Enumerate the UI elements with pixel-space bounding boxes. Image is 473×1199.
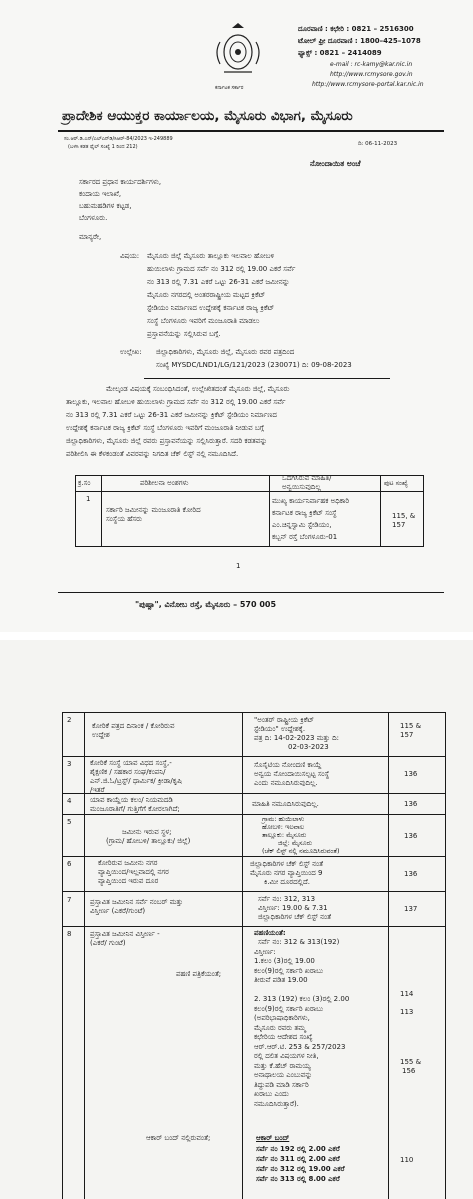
reference-divider [144,378,390,379]
email-address: e-mail : rc-kamy@kar.nic.in [330,61,413,68]
body-line-1: ಮೇಲ್ಕಂಡ ವಿಷಯಕ್ಕೆ ಸಂಬಂಧಿಸಿದಂತೆ, ಉಲ್ಲೇಖಿತದಂತೆ ಮೈಸೂರು ಜಿಲ್ಲೆ, ಮೈಸೂರು [106,385,290,393]
footer-address: "ಪುಷ್ಪಾ", ವಿನೋಬ ರಸ್ತೆ, ಮೈಸೂರು – 570 005 [135,600,277,609]
row4-serial: 4 [67,797,72,805]
body-line-5: ಜಿಲ್ಲಾಧಿಕಾರಿಗಳು, ಮೈಸೂರು ಜಿಲ್ಲೆ ರವರು ಪ್ರಸ್ತಾವನೆಯನ್ನು ಸಲ್ಲಿಸಿರುತ್ತಾರೆ. ಸದರಿ ಕಡತವನ್ನು [66,437,268,445]
row2-item: ಕೋರಿಕೆ ಪತ್ರದ ದಿನಾಂಕ / ಕೋರಿರುವ ಉದ್ದೇಶ [92,722,175,739]
row6-page: 136 [404,870,418,878]
row1-serial: 1 [86,495,91,503]
row5-item: ಜಮೀನು ಇರುವ ಸ್ಥಳ; (ಗ್ರಾಮ/ ಹೋಬಳಿ/ ತಾಲ್ಲೂಕು/ ಜಿಲ್ಲೆ) [106,828,191,845]
pahani-page-1: 114 [400,990,414,998]
row7-info: ಸರ್ವೆ ನಂ: 312, 313 ವಿಸ್ತೀರ್ಣ: 19.00 & 7.31 ಜಿಲ್ಲಾಧಿಕಾರಿಗಳ ಚೆಕ್ ಲಿಸ್ಟ್ ನಂತೆ [258,895,332,921]
salutation: ಮಾನ್ಯರೇ, [79,233,102,241]
reference-line-2: ಸಂಖ್ಯೆ MYSDC/LND1/LG/121/2023 (230071) ದಿ: 09-08-2023 [156,361,352,369]
row3-info: ಸೊಸೈಟಿಯ ನೋಂದಣಿ ಕಾಯ್ದೆ ಅನ್ವಯ ನೋಂದಾಯಿಸಲ್ಪಟ್ಟ ಸಂಸ್ಥೆ ಎಂದು ನಮೂದಿಸಿರುವುದಿಲ್ಲ. [254,761,330,787]
letter-page-2 [0,640,473,1199]
reference-subtext: (ಬಳಸಿ ಕಡತ ಫೈಲ್ ಸಂಖ್ಯೆ 1 ರಿಂದ 212) [68,144,138,150]
row6-item: ಕೋರಿರುವ ಜಮೀನು ನಗರ ವ್ಯಾಪ್ತಿಯಿಂದ/ಇಲ್ಲವಾದಲ್ಲಿ ನಗರ ವ್ಯಾಪ್ತಿಯಿಂದ ಇರುವ ದೂರ [98,859,169,885]
pahani-label: ಪಹಣಿ ಪತ್ರಿಕೆಯಂತೆ; [176,970,222,978]
akar-band-page: 110 [400,1156,414,1164]
row8-item-title: ಪ್ರಸ್ತಾವಿತ ಜಮೀನಿನ ವಿಸ್ತೀರ್ಣ - (ಎಕರೆ/ ಗುಂಟೆ) [90,930,160,947]
subject-label: ವಿಷಯ: [120,252,140,260]
pahani-page-2: 113 [400,1008,414,1016]
page-number: 1 [236,562,241,570]
addressee-line-2: ಕಂದಾಯ ಇಲಾಖೆ, [79,190,122,198]
subject-line-5: ಸ್ಟೇಡಿಯಂ ನಿರ್ಮಾಣದ ಉದ್ದೇಶಕ್ಕೆ ಕರ್ನಾಟಕ ರಾಜ್ಯ ಕ್ರಿಕೆಟ್ [147,304,275,312]
row2-page: 115 & 157 [400,722,422,739]
row7-item: ಪ್ರಸ್ತಾವಿತ ಜಮೀನಿನ ಸರ್ವೆ ನಂಬರ್ ಮತ್ತು ವಿಸ್ತೀರ್ಣ (ಎಕರೆ/ಗುಂಟೆ) [90,898,183,915]
row8-serial: 8 [67,930,72,938]
body-line-2: ತಾಲ್ಲೂಕು, ಇಲವಾಲ ಹೋಬಳಿ ಹುಯಿಲಾಳು ಗ್ರಾಮದ ಸರ್ವೆ ನಂ 312 ರಲ್ಲಿ 19.00 ಎಕರೆ ಸರ್ವೆ [66,398,286,406]
addressee-line-1: ಸರ್ಕಾರದ ಪ್ರಧಾನ ಕಾರ್ಯದರ್ಶಿಗಳು, [79,178,162,186]
reference-label: ಉಲ್ಲೇಖ: [120,348,142,356]
row2-serial: 2 [67,716,72,724]
akar-band-label: ಆಕಾರ್ ಬಂದ್ ನಲ್ಲಿರುವಂತೆ; [146,1134,211,1142]
row5-info: ಗ್ರಾಮ: ಹುಯಿಲಾಳು ಹೋಬಳಿ: ಇಲವಾಲ ತಾಲ್ಲೂಕು: ಮೈಸೂರು ಜಿಲ್ಲೆ: ಮೈಸೂರು (ಚೆಕ್ ಲಿಸ್ಟ್ ನಲ್ಲಿ ನಮೂದಿಸಿರುವಂತೆ) [262,815,340,855]
body-line-4: ಉದ್ದೇಶಕ್ಕೆ ಕರ್ನಾಟಕ ರಾಜ್ಯ ಕ್ರಿಕೆಟ್ ಸಂಸ್ಥೆ ಬೆಂಗಳೂರು ಇವರಿಗೆ ಮಂಜೂರಾತಿ ನೀಡುವ ಬಗ್ಗೆ [66,424,265,432]
letter-date: ದಿ: 06-11-2023 [358,141,398,147]
header-serial: ಕ್ರ.ಸಂ [78,479,91,487]
pahani-details: ಸರ್ವೆ ನಂ: 312 & 313(192) ವಿಸ್ತೀರ್ಣ: 1.ಕಲಂ (3)ರಲ್ಲಿ 19.00 ಕಲಂ(9)ರಲ್ಲಿ ಸರ್ಕಾರಿ ಖರಾಬು ತೀರುವೆ ಪಡಿತ 19.00 2. 313 (192) ಕಲಂ (3)ರಲ್ಲಿ 2.00 ಕಲಂ(9)ರಲ್ಲಿ ಸರ್ಕಾರಿ ಖರಾಬು (ಅಪರಿಭಾಷಾಧಿಕಾರಿಗಳು, ಮೈಸೂರು ರವರು ತಮ್ಮ ಕಛೇರಿಯ ಆದೇಶದ ಸಂಖ್ಯೆ ಆರ್.ಆರ್.ಟಿ. 253 & 257/2023 ರಲ್ಲಿ ದಲಿತ ವಿಷಯಗಳ ನೀತಿ, ಮತ್ತು ಕೆ.ಹೆಚ್ ರಾಮಯ್ಯ ಅನಾಥಾಲಯ ಎಂಬುವನ್ನು ತಿದ್ದುಪಡಿ ಮಾಡಿ ಸರ್ಕಾರಿ ಖರಾಬು ಎಂದು ನಮೂದಿಸಿರುತ್ತಾರೆ). [254,938,350,1108]
subject-line-3: ನಂ 313 ರಲ್ಲಿ 7.31 ಎಕರೆ ಒಟ್ಟು 26-31 ಎಕರೆ ಜಮೀನನ್ನು [147,278,290,286]
subject-line-1: ಮೈಸೂರು ಜಿಲ್ಲೆ ಮೈಸೂರು ತಾಲ್ಲೂಕು ಇಲವಾಲ ಹೋಬಳಿ [147,252,275,260]
pahani-heading: ಪಹಣಿಯಂತೆ: [254,929,286,937]
row3-item: ಕೋರಿಕೆ ಸಂಸ್ಥೆ ಯಾವ ವಿಧದ ಸಂಸ್ಥೆ,- ಶೈಕ್ಷಣಿಕ / ಸಹಕಾರ ಸಂಘ/ಕಂಪನಿ/ ಎನ್.ಜಿ.ಓ/ಟ್ರಸ್ಟ್/ ಧಾರ್ಮಿಕ/ ಕ್ರೀಡಾ/ಕೃಷಿ /ಇತರೆ [90,759,182,794]
subject-line-4: ಮೈಸೂರು ನಗರದಲ್ಲಿ ಅಂತರರಾಷ್ಟ್ರೀಯ ಮಟ್ಟದ ಕ್ರಿಕೆಟ್ [147,291,266,299]
row4-page: 136 [404,800,418,808]
row2-info: "ಅಂತರ್ ರಾಷ್ಟ್ರೀಯ ಕ್ರಿಕೆಟ್ ಸ್ಟೇಡಿಯಂ" ಉದ್ದೇಶಕ್ಕೆ. ಪತ್ರ ದಿ: 14-02-2023 ಮತ್ತು ದಿ: 02-03-2023 [254,716,340,751]
row1-item: ಸರ್ಕಾರಿ ಜಮೀನನ್ನು ಮಂಜೂರಾತಿ ಕೋರಿದ ಸಂಸ್ಥೆಯ ಹೆಸರು [106,506,201,523]
subject-line-2: ಹುಯಿಲಾಳು ಗ್ರಾಮದ ಸರ್ವೆ ನಂ 312 ರಲ್ಲಿ 19.00 ಎಕರೆ ಸರ್ವೆ [147,265,296,273]
row7-serial: 7 [67,896,72,904]
karnataka-emblem-icon [212,20,264,90]
row7-page: 137 [404,905,418,913]
row3-page: 136 [404,770,418,778]
row4-info: ಮಾಹಿತಿ ನಮೂದಿಸಿರುವುದಿಲ್ಲ. [252,800,319,808]
row4-item: ಯಾವ ಕಾಯ್ದೆಯ ಕಲಂ/ ನಿಯಮದಡಿ ಮಂಜೂರಾತಿಗೆ/ ಗುತ್ತಿಗೆಗೆ ಕೋರಲಾಗಿದೆ; [90,796,180,813]
header-item: ಪರಿಶೀಲನಾ ಅಂಶಗಳು [140,479,189,487]
header-info: ಒದಗಿಸಿರುವ ಮಾಹಿತಿ/ ಅನ್ವಯಿಸುವುದಿಲ್ಲ [282,474,332,491]
subject-line-6: ಸಂಸ್ಥೆ ಬೆಂಗಳೂರು ಇವರಿಗೆ ಮಂಜೂರಾತಿ ಮಾಡಲು [147,317,260,325]
header-page: ಪುಟ ಸಂಖ್ಯೆ [384,479,408,487]
reference-number: ಸಂ.ಆರ್.ಡಿ.ಎನ್/ಎಲ್‌ಎನ್‌ಡಿ/ಸಿಆರ್-84/2023 ಇ-249889 [64,136,173,142]
toll-free-number: ಟೋಲ್ ಫ್ರೀ ದೂರವಾಣಿ : 1800–425–1078 [298,37,421,45]
office-title: ಪ್ರಾದೇಶಿಕ ಆಯುಕ್ತರ ಕಾರ್ಯಾಲಯ, ಮೈಸೂರು ವಿಭಾಗ, ಮೈಸೂರು [62,108,353,124]
row3-serial: 3 [67,760,72,768]
addressee-line-4: ಬೆಂಗಳೂರು. [79,214,108,222]
row6-serial: 6 [67,860,72,868]
fax-number: ಫ್ಯಾಕ್ಸ್ : 0821 – 2414089 [298,49,382,57]
akar-band-heading: ಆಕಾರ್ ಬಂದ್ [256,1134,290,1142]
body-line-3: ನಂ 313 ರಲ್ಲಿ 7.31 ಎಕರೆ ಒಟ್ಟು 26-31 ಎಕರೆ ಜಮೀನನ್ನು ಕ್ರಿಕೆಟ್ ಸ್ಟೇಡಿಯಂ ನಿರ್ಮಾಣದ [66,411,277,419]
reference-line-1: ಜಿಲ್ಲಾಧಿಕಾರಿಗಳು, ಮೈಸೂರು ಜಿಲ್ಲೆ, ಮೈಸೂರು ರವರ ಪತ್ರದಿಂದ [156,348,295,356]
row5-serial: 5 [67,818,72,826]
subject-line-7: ಪ್ರಸ್ತಾವನೆಯನ್ನು ಸಲ್ಲಿಸಿರುವ ಬಗ್ಗೆ. [147,330,221,338]
pahani-page-3: 155 & 156 [400,1058,422,1075]
portal-link[interactable]: http://www.rcmysore-portal.kar.nic.in [312,81,424,88]
row1-page: 115, & 157 [392,512,416,529]
row1-info: ಮುಖ್ಯ ಕಾರ್ಯನಿರ್ವಾಹಕ ಅಧಿಕಾರಿ ಕರ್ನಾಟಕ ರಾಜ್ಯ ಕ್ರಿಕೆಟ್ ಸಂಸ್ಥೆ ಎಂ.ಚಿನ್ನಸ್ವಾಮಿ ಸ್ಟೇಡಿಯಂ, ಕಬ್ಬನ್ ರಸ್ತೆ ಬೆಂಗಳೂರು-01 [272,497,350,541]
row5-page: 136 [404,832,418,840]
registered-post-label: ನೋಂದಾಯಿತ ಅಂಚೆ [310,159,361,168]
office-phone: ದೂರವಾಣಿ : ಕಛೇರಿ : 0821 – 2516300 [298,25,414,33]
footer-divider [58,592,444,593]
website-link[interactable]: http://www.rcmysore.gov.in [330,71,413,78]
body-line-6: ಪರಿಶೀಲಿಸಿ ಈ ಕೆಳಕಂಡಂತೆ ವಿವರವನ್ನು ನಿಗದಿತ ಚೆಕ್ ಲಿಸ್ಟ್ ನಲ್ಲಿ ನಮೂದಿಸಿದೆ. [66,450,239,458]
title-divider [58,130,444,132]
akar-band-details: ಸರ್ವೆ ನಂ 192 ರಲ್ಲಿ 2.00 ಎಕರೆ ಸರ್ವೆ ನಂ 311 ರಲ್ಲಿ 2.00 ಎಕರೆ ಸರ್ವೆ ನಂ 312 ರಲ್ಲಿ 19.00 ಎಕರೆ ಸರ್ವೆ ನಂ 313 ರಲ್ಲಿ 8.00 ಎಕರೆ [256,1145,345,1183]
addressee-line-3: ಬಹುಮಹಡಿಗಳ ಕಟ್ಟಡ, [79,202,132,210]
emblem-caption: ಕರ್ನಾಟಕ ಸರ್ಕಾರ [215,85,244,91]
row6-info: ಜಿಲ್ಲಾಧಿಕಾರಿಗಳ ಚೆಕ್ ಲಿಸ್ಟ್ ನಂತೆ ಮೈಸೂರು ನಗರ ವ್ಯಾಪ್ತಿಯಿಂದ 9 ಕಿ.ಮೀ ದೂರದಲ್ಲಿದೆ. [250,860,324,886]
